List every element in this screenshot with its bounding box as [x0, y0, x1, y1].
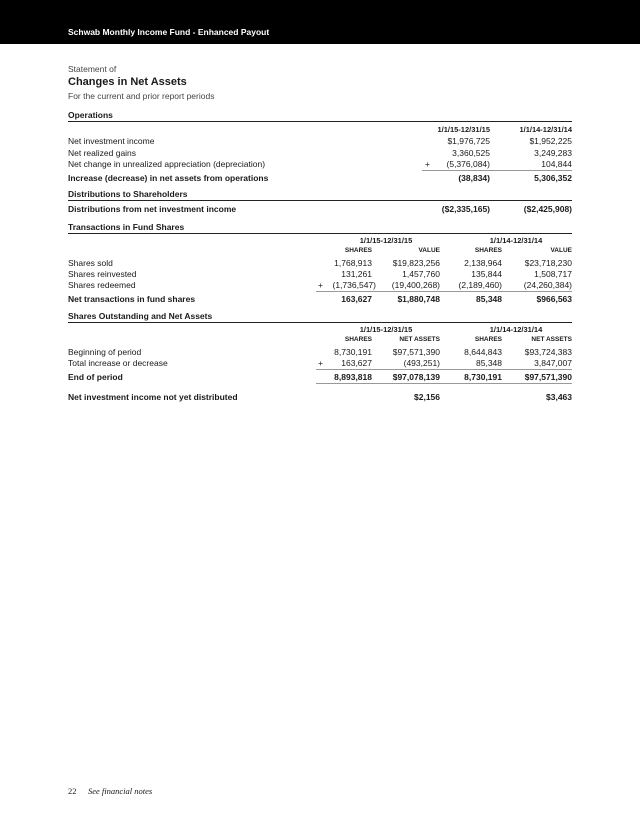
value-cell: 131,261 [341, 269, 372, 279]
sub-header: SHARES [344, 247, 372, 254]
period-header: 1/1/15-12/31/15 [359, 325, 413, 334]
period-header: 1/1/15-12/31/15 [359, 236, 413, 245]
value-cell: 3,249,283 [534, 148, 572, 158]
total-value: 5,306,352 [534, 173, 572, 183]
distributions-heading: Distributions to Shareholders [68, 189, 188, 199]
plus-marker: + [318, 358, 323, 368]
value-cell: 3,847,007 [534, 358, 572, 368]
sub-header: SHARES [474, 336, 502, 343]
sub-header: NET ASSETS [531, 336, 572, 343]
value-cell: (493,251) [403, 358, 440, 368]
row-label: Net realized gains [68, 148, 137, 158]
total-value: (38,834) [458, 173, 490, 183]
total-value: ($2,335,165) [441, 204, 490, 214]
row-label: Beginning of period [68, 347, 142, 357]
divider [68, 322, 572, 323]
sub-header: VALUE [418, 247, 440, 254]
value-cell: (5,376,084) [446, 159, 490, 169]
col-header: 1/1/15-12/31/15 [437, 125, 490, 134]
undistributed-label: Net investment income not yet distributed [68, 392, 238, 402]
value-cell: (1,736,547) [332, 280, 376, 290]
total-label: End of period [68, 372, 123, 382]
value-cell: 1,508,717 [534, 269, 572, 279]
header-bar [0, 0, 640, 44]
row-label: Net change in unrealized appreciation (depreciation) [68, 159, 266, 169]
sum-line [422, 170, 572, 171]
sub-header: VALUE [550, 247, 572, 254]
value-cell: $97,571,390 [392, 347, 440, 357]
plus-marker: + [425, 159, 430, 169]
value-cell: $23,718,230 [524, 258, 572, 268]
sum-line [316, 291, 572, 292]
total-value: $97,078,139 [392, 372, 440, 382]
value-cell: $19,823,256 [392, 258, 440, 268]
row-label: Shares reinvested [68, 269, 137, 279]
value-cell: 1,457,760 [402, 269, 440, 279]
total-value: $966,563 [536, 294, 572, 304]
divider [68, 233, 572, 234]
value-cell: (19,400,268) [391, 280, 440, 290]
statement-title: Changes in Net Assets [68, 76, 187, 88]
value-cell: 8,730,191 [334, 347, 372, 357]
value-cell: 135,844 [471, 269, 502, 279]
page-number: 22 [68, 786, 77, 796]
total-label: Net transactions in fund shares [68, 294, 196, 304]
value-cell: (24,260,384) [523, 280, 572, 290]
value-cell: 8,644,843 [464, 347, 502, 357]
period-header: 1/1/14-12/31/14 [489, 325, 543, 334]
divider [68, 200, 572, 201]
undistributed-value: $3,463 [546, 392, 572, 402]
statement-kicker: Statement of [68, 64, 117, 74]
undistributed-value: $2,156 [414, 392, 440, 402]
total-label: Distributions from net investment income [68, 204, 237, 214]
divider [68, 121, 572, 122]
value-cell: (2,189,460) [458, 280, 502, 290]
outstanding-heading: Shares Outstanding and Net Assets [68, 311, 213, 321]
value-cell: 85,348 [476, 358, 502, 368]
total-underline [316, 383, 572, 384]
total-value: 85,348 [476, 294, 502, 304]
row-label: Shares sold [68, 258, 113, 268]
operations-heading: Operations [68, 110, 113, 120]
sub-header: SHARES [474, 247, 502, 254]
col-header: 1/1/14-12/31/14 [519, 125, 572, 134]
total-value: 8,893,818 [334, 372, 372, 382]
row-label: Total increase or decrease [68, 358, 168, 368]
value-cell: $93,724,383 [524, 347, 572, 357]
total-value: 8,730,191 [464, 372, 502, 382]
sub-header: NET ASSETS [399, 336, 440, 343]
value-cell: 3,360,525 [452, 148, 490, 158]
value-cell: $1,952,225 [529, 136, 572, 146]
value-cell: $1,976,725 [447, 136, 490, 146]
transactions-heading: Transactions in Fund Shares [68, 222, 185, 232]
fund-title: Schwab Monthly Income Fund - Enhanced Payout [68, 27, 270, 37]
statement-subtitle: For the current and prior report periods [68, 91, 215, 101]
financial-notes-link: See financial notes [88, 786, 153, 796]
value-cell: 104,844 [541, 159, 572, 169]
value-cell: 163,627 [341, 358, 372, 368]
total-value: $1,880,748 [397, 294, 440, 304]
total-label: Increase (decrease) in net assets from operations [68, 173, 269, 183]
sum-line [316, 369, 572, 370]
total-value: ($2,425,908) [523, 204, 572, 214]
total-value: $97,571,390 [524, 372, 572, 382]
total-value: 163,627 [341, 294, 372, 304]
value-cell: 2,138,964 [464, 258, 502, 268]
row-label: Net investment income [68, 136, 155, 146]
value-cell: 1,768,913 [334, 258, 372, 268]
sub-header: SHARES [344, 336, 372, 343]
plus-marker: + [318, 280, 323, 290]
period-header: 1/1/14-12/31/14 [489, 236, 543, 245]
row-label: Shares redeemed [68, 280, 136, 290]
